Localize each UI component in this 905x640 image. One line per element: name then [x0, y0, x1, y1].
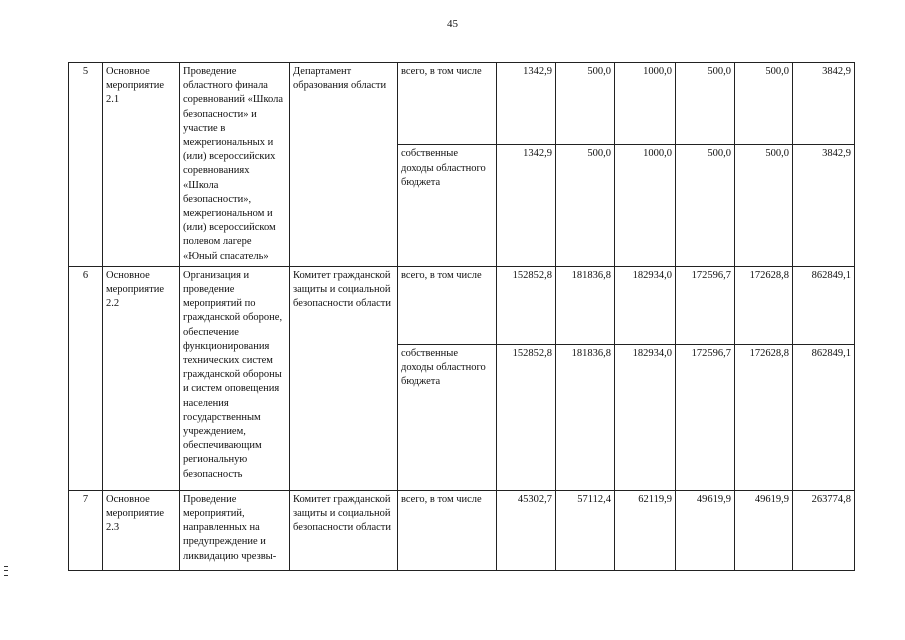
- amount-cell: 1000,0: [615, 63, 676, 145]
- table-row: [69, 490, 855, 570]
- activity-name: Проведение областного финала соревнований «Школа безопасности» и участие в межрегиональных и (или) всероссийских соревнованиях «Школа безопасности», межрегиональном и (или) всероссийском полевом лагере «Юный спасатель»: [180, 63, 290, 267]
- table-row: [69, 63, 855, 145]
- funding-source: всего, в том числе: [398, 63, 497, 145]
- amount-cell: 152852,8: [497, 344, 556, 490]
- activity-name: Проведение мероприятий, направленных на предупреждение и ликвидацию чрезвы-: [180, 490, 290, 570]
- amount-total: 3842,9: [793, 145, 855, 266]
- amount-cell: 152852,8: [497, 266, 556, 344]
- activity-type: Основное мероприятие 2.3: [103, 490, 180, 570]
- amount-cell: 500,0: [556, 145, 615, 266]
- amount-cell: 49619,9: [735, 490, 793, 570]
- row-number: 6: [69, 266, 103, 490]
- amount-total: 263774,8: [793, 490, 855, 570]
- amount-cell: 500,0: [735, 145, 793, 266]
- activity-name: Организация и проведение мероприятий по гражданской обороне, обеспечение функционирования технических систем гражданской обороны и систем оповещения населения государственным учреждением, обеспечивающим региональную безопасность: [180, 266, 290, 490]
- scan-margin-mark: [4, 566, 8, 576]
- funding-source: собственные доходы областного бюджета: [398, 145, 497, 266]
- funding-source: всего, в том числе: [398, 266, 497, 344]
- activity-type: Основное мероприятие 2.2: [103, 266, 180, 490]
- amount-total: 862849,1: [793, 266, 855, 344]
- amount-cell: 182934,0: [615, 344, 676, 490]
- amount-cell: 181836,8: [556, 266, 615, 344]
- amount-cell: 172596,7: [676, 266, 735, 344]
- amount-cell: 500,0: [735, 63, 793, 145]
- amount-total: 862849,1: [793, 344, 855, 490]
- amount-cell: 1342,9: [497, 145, 556, 266]
- funding-source: собственные доходы областного бюджета: [398, 344, 497, 490]
- page-number: 45: [447, 18, 458, 30]
- amount-cell: 172596,7: [676, 344, 735, 490]
- amount-cell: 1000,0: [615, 145, 676, 266]
- row-number: 7: [69, 490, 103, 570]
- amount-cell: 1342,9: [497, 63, 556, 145]
- amount-cell: 45302,7: [497, 490, 556, 570]
- amount-cell: 500,0: [676, 145, 735, 266]
- amount-cell: 62119,9: [615, 490, 676, 570]
- row-number: 5: [69, 63, 103, 267]
- amount-cell: 57112,4: [556, 490, 615, 570]
- executor: Департамент образования области: [290, 63, 398, 267]
- amount-cell: 181836,8: [556, 344, 615, 490]
- amount-cell: 172628,8: [735, 266, 793, 344]
- executor: Комитет гражданской защиты и социальной безопасности области: [290, 266, 398, 490]
- executor: Комитет гражданской защиты и социальной безопасности области: [290, 490, 398, 570]
- amount-cell: 172628,8: [735, 344, 793, 490]
- amount-cell: 182934,0: [615, 266, 676, 344]
- amount-cell: 49619,9: [676, 490, 735, 570]
- amount-total: 3842,9: [793, 63, 855, 145]
- budget-table: [68, 62, 855, 571]
- funding-source: всего, в том числе: [398, 490, 497, 570]
- amount-cell: 500,0: [676, 63, 735, 145]
- amount-cell: 500,0: [556, 63, 615, 145]
- activity-type: Основное мероприятие 2.1: [103, 63, 180, 267]
- table-row: [69, 266, 855, 344]
